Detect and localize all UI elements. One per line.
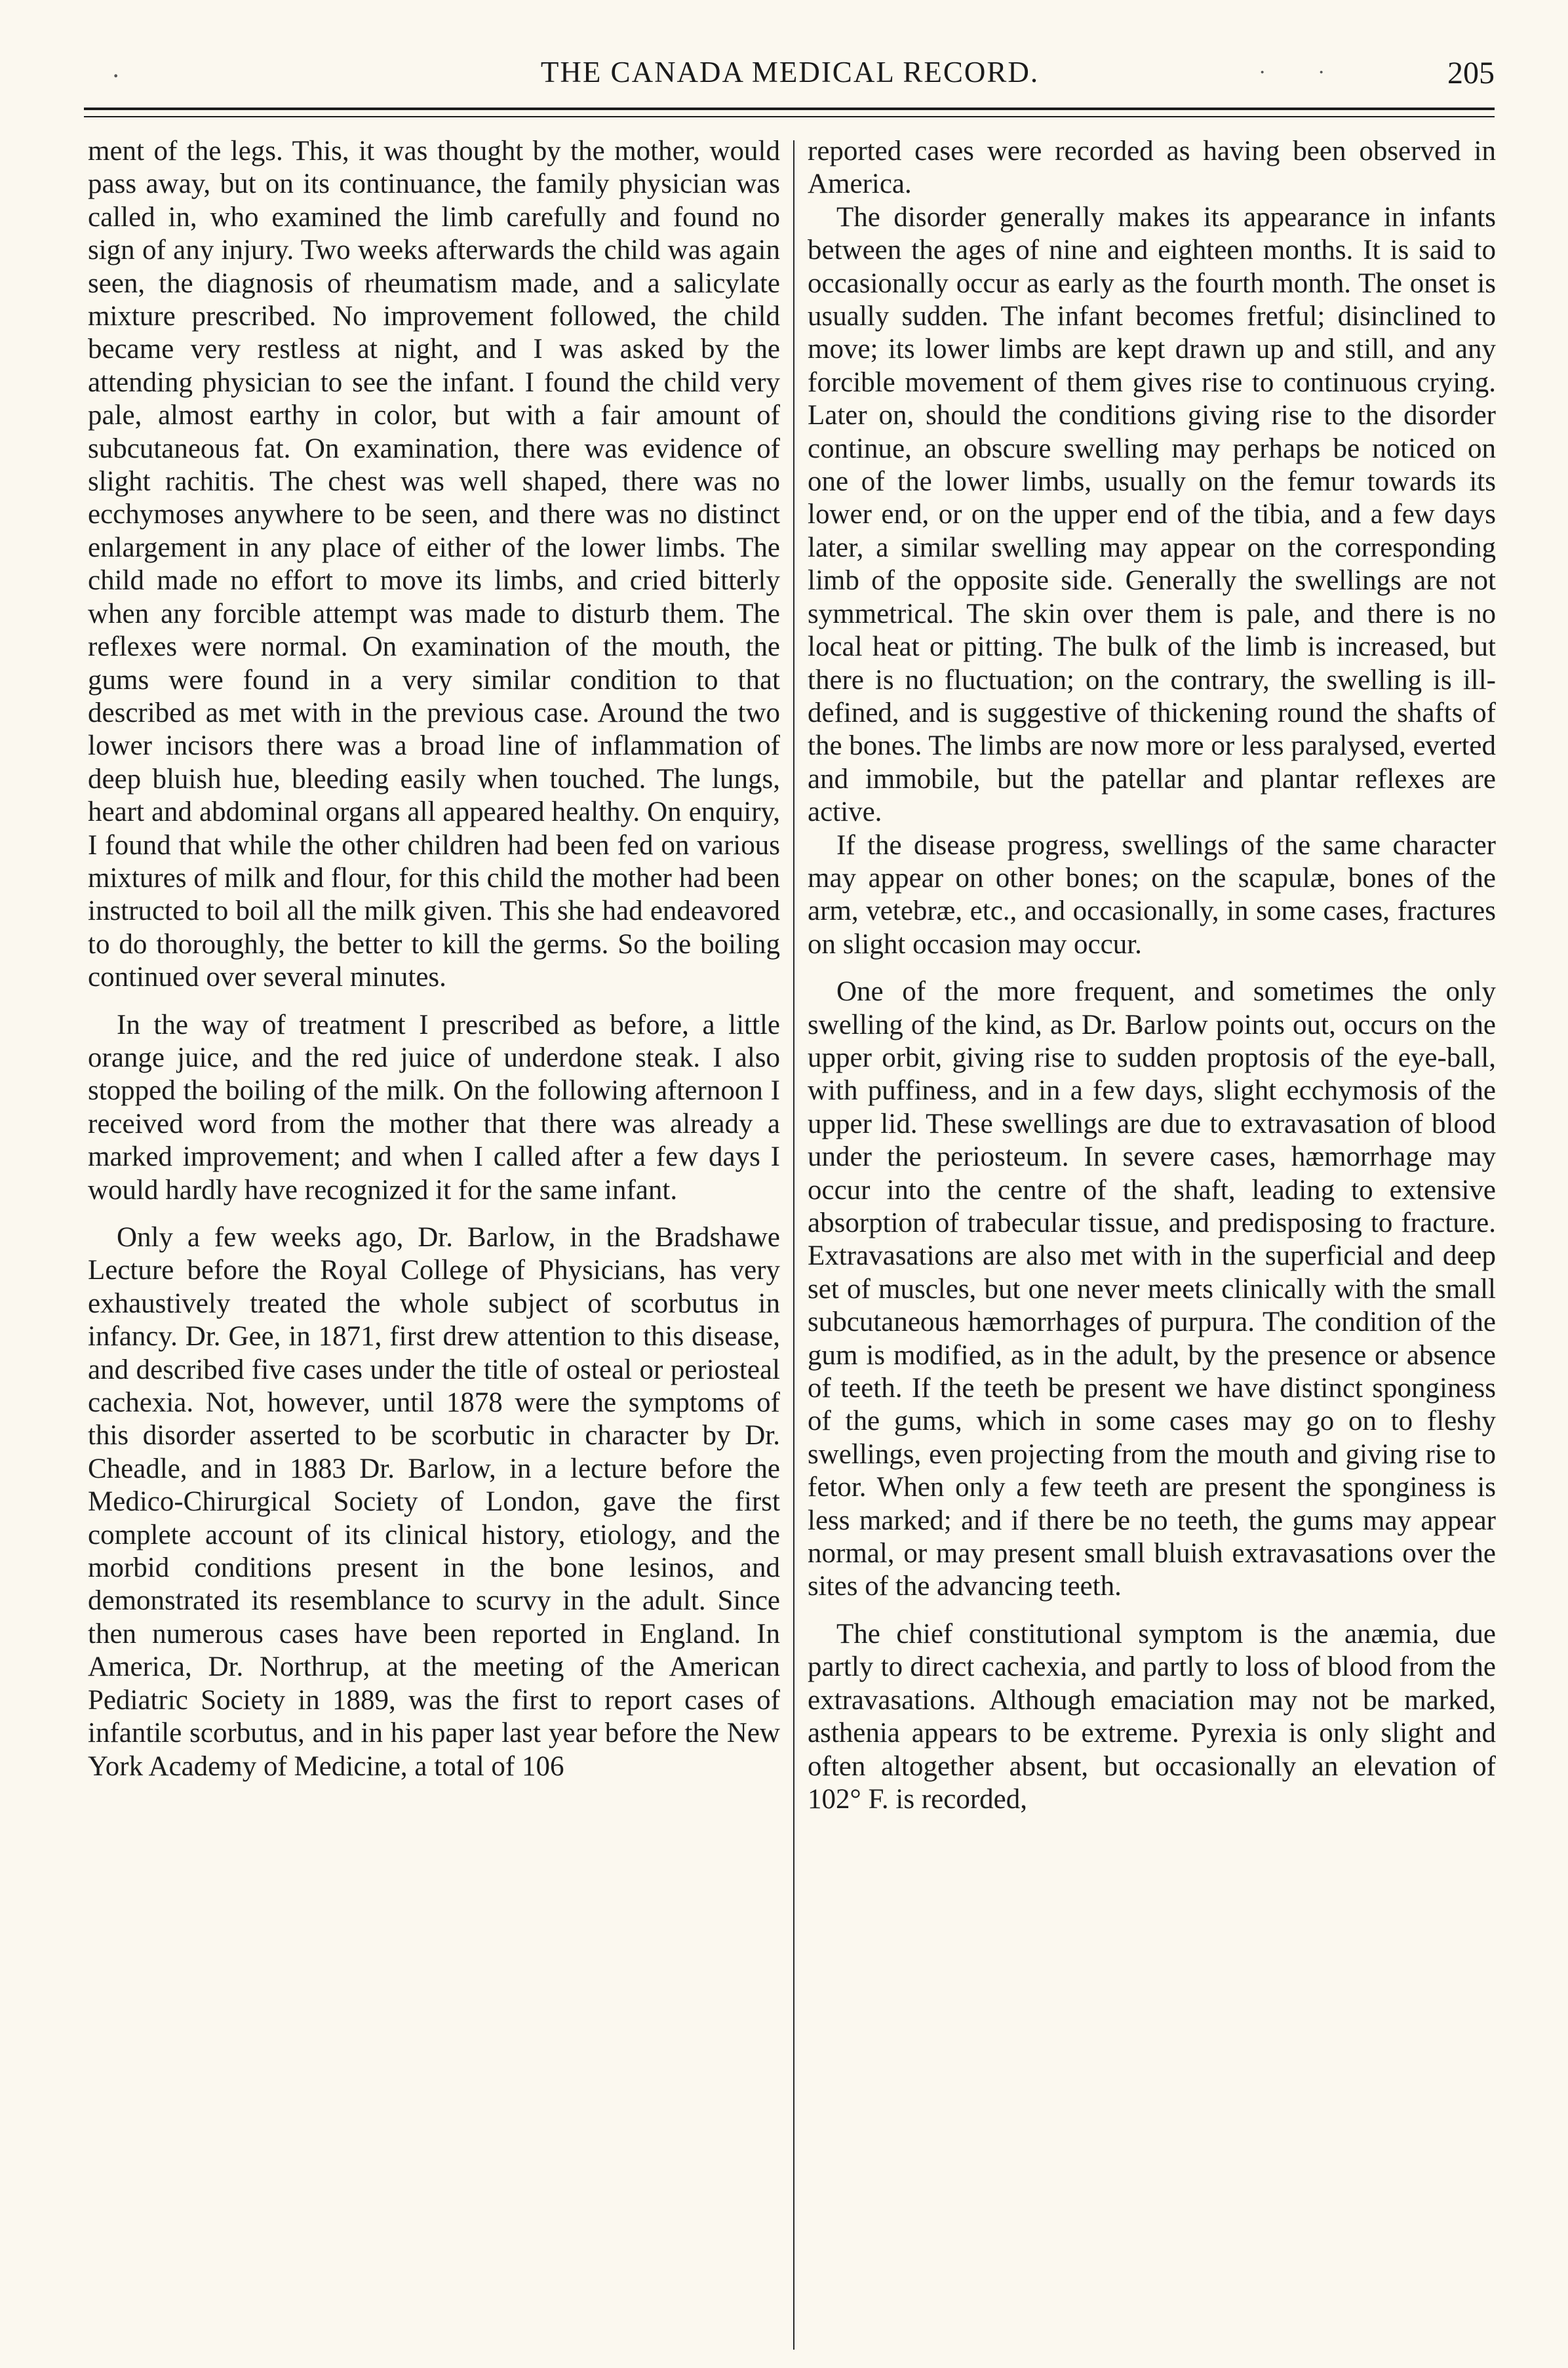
print-speck: ·: [1318, 60, 1325, 85]
page-number: 205: [1447, 56, 1495, 90]
paragraph: In the way of treatment I prescribed as before, a little orange juice, and the red juice of underdone steak. I also stopped the boiling of the milk. On the following afternoon I received word from the mother that there was already a marked improvement; and when I called after a few days I would hardly have recognized it for the same infant.: [88, 1009, 780, 1206]
header-rule-thick: [84, 108, 1495, 110]
paragraph: The disorder generally makes its appearance in infants between the ages of nine and eighteen months. It is said to occasionally occur as early as the fourth month. The onset is usually sudden. The infant becomes fretful; disinclined to move; its lower limbs are kept drawn up and still, and any forcible movement of them gives rise to continuous crying. Later on, should the conditions giving rise to the disorder continue, an obscure swelling may perhaps be noticed on one of the lower limbs, usually on the femur towards its lower end, or on the upper end of the tibia, and a few days later, a similar swelling may appear on the corresponding limb of the opposite side. Generally the swellings are not symmetrical. The skin over them is pale, and there is no local heat or pitting. The bulk of the limb is increased, but there is no fluctuation; on the contrary, the swelling is ill-defined, and is suggestive of thickening round the shafts of the bones. The limbs are now more or less paralysed, everted and immobile, but the patellar and plantar reflexes are active.: [808, 201, 1496, 828]
running-header: [85, 55, 1495, 102]
print-speck: ·: [111, 61, 121, 90]
paragraph: Only a few weeks ago, Dr. Barlow, in the Bradshawe Lecture before the Royal College of Physicians, has very exhaustively treated the whole subject of scorbutus in infancy. Dr. Gee, in 1871, first drew attention to this disease, and described five cases under the title of osteal or periosteal cachexia. Not, however, until 1878 were the symptoms of this disorder asserted to be scorbutic in character by Dr. Cheadle, and in 1883 Dr. Barlow, in a lecture before the Medico-Chirurgical Society of London, gave the first complete account of its clinical history, etiology, and the morbid conditions present in the bone lesinos, and demonstrated its resemblance to scurvy in the adult. Since then numerous cases have been reported in England. In America, Dr. Northrup, at the meeting of the American Pediatric Society in 1889, was the first to report cases of infantile scorbutus, and in his paper last year before the New York Academy of Medicine, a total of 106: [88, 1222, 780, 1782]
paragraph: One of the more frequent, and sometimes the only swelling of the kind, as Dr. Barlow points out, occurs on the upper orbit, giving rise to sudden proptosis of the eye-ball, with puffiness, and in a few days, slight ecchymosis of the upper lid. These swellings are due to extravasation of blood under the periosteum. In severe cases, hæmorrhage may occur into the centre of the shaft, leading to extensive absorption of trabecular tissue, and predisposing to fracture. Extravasations are also met with in the superficial and deep set of muscles, but one never meets clinically with the small subcutaneous hæmorrhages of purpura. The condition of the gum is modified, as in the adult, by the presence or absence of teeth. If the teeth be present we have distinct sponginess of the gums, which in some cases may go on to fleshy swellings, even projecting from the mouth and giving rise to fetor. When only a few teeth are present the sponginess is less marked; and if there be no teeth, the gums may appear normal, or may present small bluish extravasations over the sites of the advancing teeth.: [808, 976, 1496, 1602]
header-rule-thin: [84, 116, 1495, 117]
left-column: [88, 135, 780, 2351]
paragraph: reported cases were recorded as having been observed in America.: [808, 136, 1496, 200]
right-column: [808, 135, 1496, 2351]
running-title: THE CANADA MEDICAL RECORD.: [540, 56, 1040, 89]
column-divider: [793, 140, 794, 2350]
paragraph: The chief constitutional symptom is the anæmia, due partly to direct cachexia, and partly to loss of blood from the extravasations. Although emaciation may not be marked, asthenia appears to be extreme. Pyrexia is only slight and often altogether absent, but occasionally an elevation of 102° F. is recorded,: [808, 1618, 1496, 1815]
paragraph: If the disease progress, swellings of the same character may appear on other bones; on the scapulæ, bones of the arm, vetebræ, etc., and occasionally, in some cases, fractures on slight occasion may occur.: [808, 829, 1496, 960]
paragraph: ment of the legs. This, it was thought by the mother, would pass away, but on its continuance, the family physician was called in, who examined the limb carefully and found no sign of any injury. Two weeks afterwards the child was again seen, the diagnosis of rheumatism made, and a salicylate mixture prescribed. No improvement followed, the child became very restless at night, and I was asked by the attending physician to see the infant. I found the child very pale, almost earthy in color, but with a fair amount of subcutaneous fat. On examination, there was evidence of slight rachitis. The chest was well shaped, there was no ecchymoses anywhere to be seen, and there was no distinct enlargement in any place of either of the lower limbs. The child made no effort to move its limbs, and cried bitterly when any forcible attempt was made to disturb them. The reflexes were normal. On examination of the mouth, the gums were found in a very similar condition to that described as met with in the previous case. Around the two lower incisors there was a broad line of inflammation of deep bluish hue, bleeding easily when touched. The lungs, heart and abdominal organs all appeared healthy. On enquiry, I found that while the other children had been fed on various mixtures of milk and flour, for this child the mother had been instructed to boil all the milk given. This she had endeavored to do thoroughly, the better to kill the germs. So the boiling continued over several minutes.: [88, 136, 780, 993]
print-speck: ·: [1259, 60, 1266, 85]
